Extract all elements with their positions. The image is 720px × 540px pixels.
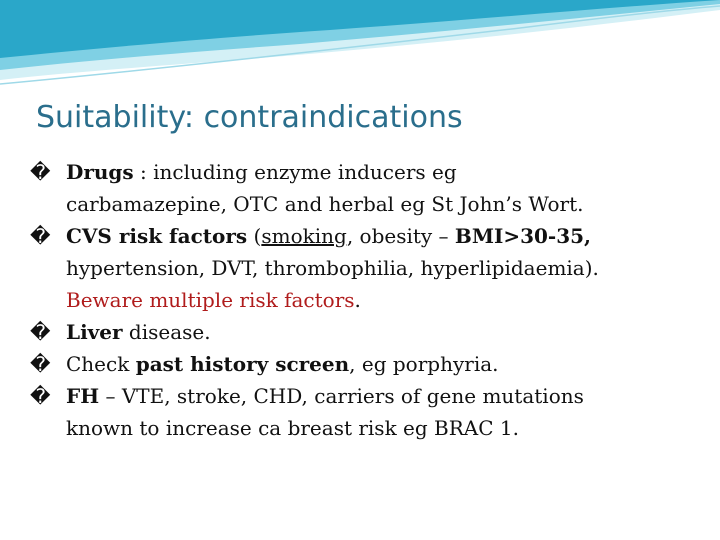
bullet-cvs-text-2: hypertension, DVT, thrombophilia, hyperlipidaemia).: [66, 256, 599, 280]
bullet-liver-heading: Liver: [66, 320, 123, 344]
bullet-cvs-smoking: smoking: [261, 224, 347, 248]
bullet-fh-heading: FH: [66, 384, 100, 408]
bullet-glyph-icon: �: [30, 352, 51, 376]
bullet-history-text-a: Check: [66, 352, 136, 376]
bullet-fh-text-1: – VTE, stroke, CHD, carriers of gene mutations: [99, 384, 584, 408]
bullet-family-history: [30, 380, 700, 444]
bullet-past-history: [30, 348, 700, 380]
bullet-history-heading: past history screen: [135, 352, 350, 376]
bullet-glyph-icon: �: [30, 384, 51, 408]
bullet-cvs-text-b: , obesity –: [346, 224, 455, 248]
bullet-cvs-end: .: [354, 288, 361, 312]
header-wave-decoration: [0, 0, 720, 90]
bullet-glyph-icon: �: [30, 224, 51, 248]
bullet-history-text-b: , eg porphyria.: [349, 352, 499, 376]
bullet-glyph-icon: �: [30, 160, 51, 184]
bullet-drugs-text-1: : including enzyme inducers eg: [133, 160, 457, 184]
bullet-fh-text-2: known to increase ca breast risk eg BRAC 1.: [66, 416, 519, 440]
bullet-cvs-text-a: (: [247, 224, 262, 248]
bullet-drugs: [30, 156, 700, 220]
slide-title: Suitability: contraindications: [36, 100, 463, 135]
bullet-list: [30, 156, 700, 444]
bullet-cvs-warning: Beware multiple risk factors: [66, 288, 355, 312]
bullet-cvs-heading: CVS risk factors: [66, 224, 248, 248]
bullet-cvs-bmi: BMI>30-35,: [454, 224, 592, 248]
bullet-cvs-risk-factors: [30, 220, 700, 316]
bullet-glyph-icon: �: [30, 320, 51, 344]
bullet-drugs-text-2: carbamazepine, OTC and herbal eg St John’s Wort.: [66, 192, 584, 216]
bullet-liver: [30, 316, 700, 348]
bullet-drugs-heading: Drugs: [66, 160, 134, 184]
bullet-liver-text: disease.: [122, 320, 211, 344]
